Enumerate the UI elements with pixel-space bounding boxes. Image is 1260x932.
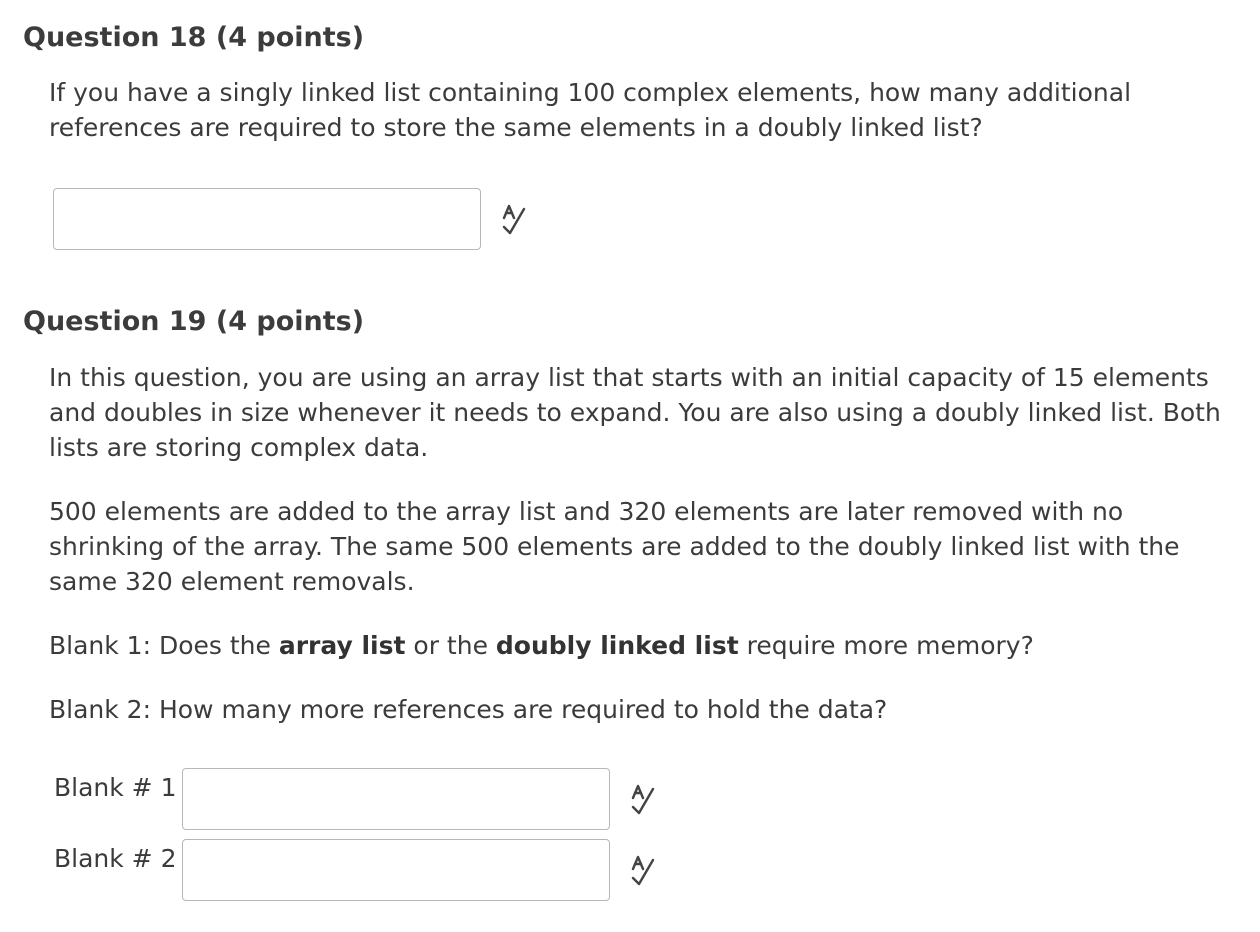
blank-1-prompt-mid: or the [405,631,496,660]
question-19-body [49,360,1223,727]
blank-2-label: Blank # 2 [54,844,177,873]
question-18-answer-input[interactable] [53,188,481,250]
blank-1-label: Blank # 1 [54,773,177,802]
question-19-paragraph-2: 500 elements are added to the array list and 320 elements are later removed with no shrinking of the array. The same 500 elements are added to the doubly linked list with the same 320 element removals. [49,497,1180,596]
blank-1-answer-input[interactable] [182,768,610,830]
blank-1-prompt-doubly-linked-list: doubly linked list [495,631,739,660]
spellcheck-icon[interactable] [629,783,659,817]
spellcheck-icon[interactable] [500,203,530,237]
blank-1-prompt-array-list: array list [278,631,406,660]
question-19-points: (4 points) [215,306,365,337]
question-18-header [23,20,1223,56]
blank-1-prompt-prefix: Blank 1: Does the [49,631,279,660]
blank-2-answer-input[interactable] [182,839,610,901]
question-19-header [23,304,1223,340]
question-18 [23,20,1223,145]
question-18-title: Question 18 [23,22,207,53]
question-18-text: If you have a singly linked list containing 100 complex elements, how many additional references are required to store the same elements in a doubly linked list? [49,78,1132,142]
question-19 [23,304,1223,727]
blank-1-prompt-suffix: require more memory? [738,631,1034,660]
question-19-paragraph-1: In this question, you are using an array list that starts with an initial capacity of 15 elements and doubles in size whenever it needs to expand. You are also using a doubly linked list. Both lists are storing complex data. [49,363,1221,462]
question-19-blank-2-prompt: Blank 2: How many more references are required to hold the data? [49,695,888,724]
spellcheck-icon[interactable] [629,854,659,888]
question-19-title: Question 19 [23,306,207,337]
question-18-points: (4 points) [215,22,365,53]
question-19-blank-1-prompt [49,628,1223,663]
